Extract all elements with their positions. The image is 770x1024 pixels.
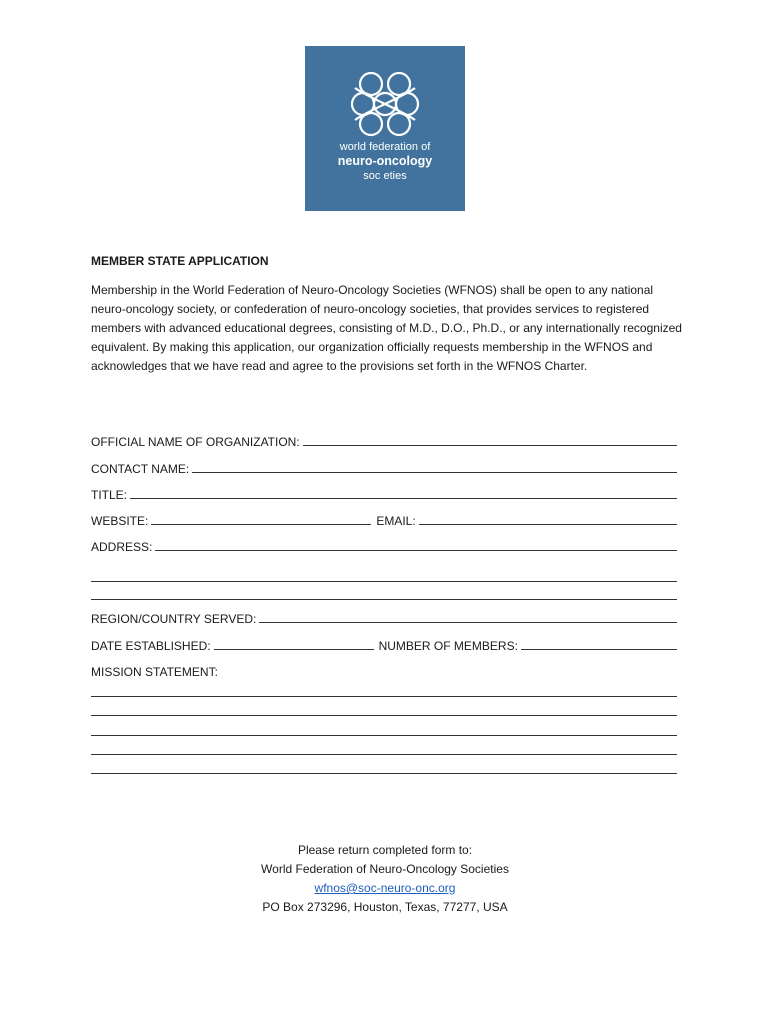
mission-line-2[interactable] — [91, 715, 677, 716]
mission-field — [91, 665, 677, 679]
footer-email-link[interactable]: wfnos@soc-neuro-onc.org — [314, 881, 456, 895]
email-blank[interactable] — [419, 513, 677, 525]
region-blank[interactable] — [259, 611, 677, 623]
intro-paragraph: Membership in the World Federation of Neuro-Oncology Societies (WFNOS) shall be open to any national neuro-oncology society, or confederation of neuro-oncology societies, that provides services to registered members with advanced educational degrees, consisting of M.D., D.O., Ph.D., or any internationally recognized equivalent. By making this application, our organization officially requests membership in the WFNOS and acknowledges that we have read and agree to the provisions set forth in the WFNOS Charter. — [91, 283, 682, 373]
org-name-label: OFFICIAL NAME OF ORGANIZATION: — [91, 435, 300, 449]
mission-line-4[interactable] — [91, 754, 677, 755]
brain-knot-icon — [349, 68, 421, 140]
mission-line-5[interactable] — [91, 773, 677, 774]
website-email-field — [91, 513, 677, 528]
logo-line-3: soc eties — [363, 170, 407, 182]
contact-name-label: CONTACT NAME: — [91, 462, 190, 476]
date-established-blank[interactable] — [214, 638, 374, 650]
contact-name-field — [91, 461, 677, 476]
title-blank[interactable] — [130, 487, 677, 499]
website-blank[interactable] — [151, 513, 371, 525]
email-label: EMAIL: — [376, 514, 416, 528]
address-line-3[interactable] — [91, 599, 677, 600]
mission-label: MISSION STATEMENT: — [91, 665, 218, 679]
website-label: WEBSITE: — [91, 514, 149, 528]
logo-line-2: neuro-oncology — [337, 154, 433, 168]
address-blank[interactable] — [155, 539, 677, 551]
address-label: ADDRESS: — [91, 540, 153, 554]
date-established-label: DATE ESTABLISHED: — [91, 639, 211, 653]
footer-return-text: Please return completed form to: — [297, 843, 473, 857]
org-name-blank[interactable] — [303, 434, 677, 446]
region-label: REGION/COUNTRY SERVED: — [91, 612, 257, 626]
num-members-label: NUMBER OF MEMBERS: — [378, 639, 518, 653]
wfnos-logo — [305, 46, 465, 211]
title-field — [91, 487, 677, 502]
address-line-2[interactable] — [91, 581, 677, 582]
logo-line-1: world federation of — [339, 141, 431, 153]
mission-line-3[interactable] — [91, 735, 677, 736]
address-field — [91, 539, 677, 554]
footer-address: PO Box 273296, Houston, Texas, 77277, USA — [262, 900, 508, 914]
num-members-blank[interactable] — [521, 638, 677, 650]
mission-line-1[interactable] — [91, 696, 677, 697]
contact-name-blank[interactable] — [192, 461, 677, 473]
org-name-field — [91, 434, 677, 449]
date-members-field — [91, 638, 677, 653]
region-field — [91, 611, 677, 626]
title-label: TITLE: — [91, 488, 128, 502]
footer-org-name: World Federation of Neuro-Oncology Societies — [261, 862, 509, 876]
page-title: MEMBER STATE APPLICATION — [91, 254, 269, 268]
